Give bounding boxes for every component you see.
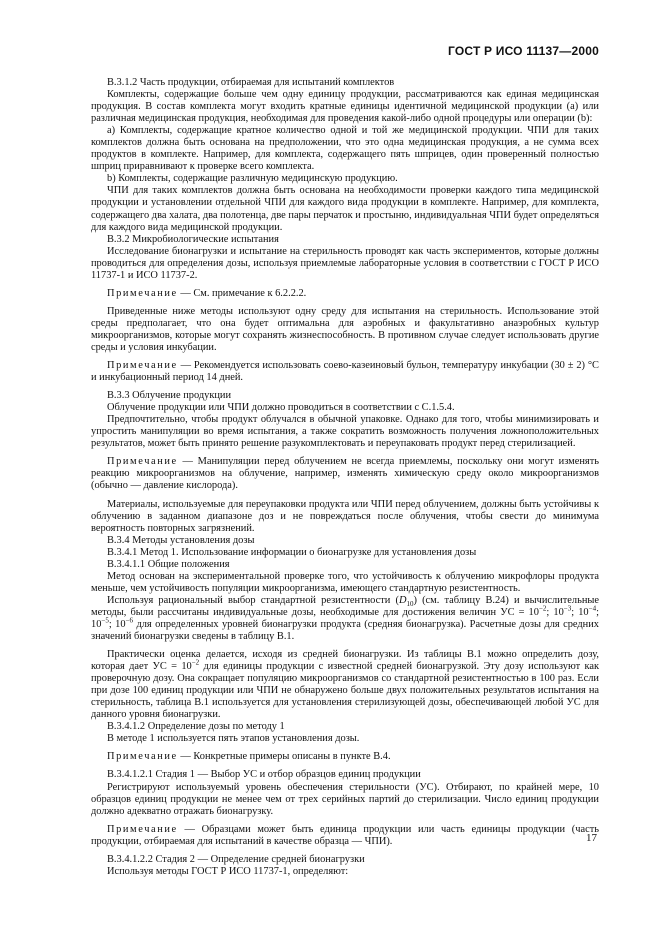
note-text: — Конкретные примеры описаны в пункте В.4. — [177, 751, 391, 763]
document-body — [91, 77, 599, 878]
paragraph-kits-a: a) Комплекты, содержащие кратное количество одной и той же медицинской продукции. ЧПИ для таких комплектов должна быть основана на предположении, что это одна медицинская продукция, а не сумма всех продуктов в комплекте. Например, для комплекта, содержащего пять шприцев, один проверенный полностью шприц приравнивают к проверке всего комплекта. — [91, 125, 599, 173]
paragraph-packaging: Предпочтительно, чтобы продукт облучался в обычной упаковке. Однако для того, чтобы минимизировать и упростить манипуляции во время испытания, а также сократить возможность получения ложноположительных результатов, может быть принято решение разукомплектовать и переупаковать продукт перед стерилизацией. — [91, 414, 599, 450]
paragraph-stage-2: Используя методы ГОСТ Р ИСО 11737-1, определяют: — [107, 865, 349, 877]
note-text: — См. примечание к 6.2.2.2. — [177, 287, 307, 299]
paragraph-five-stages: В методе 1 используется пять этапов установления дозы. — [107, 733, 360, 745]
note-4 — [91, 751, 599, 763]
section-heading-b33: В.3.3 Облучение продукции — [107, 390, 232, 402]
note-label: Примечание — [107, 456, 178, 468]
section-heading-b341: В.3.4.1 Метод 1. Использование информации о бионагрузке для установления дозы — [107, 546, 477, 558]
paragraph-media: Приведенные ниже методы используют одну среду для испытания на стерильность. Использование этой среды предполагает, что она будет оптимальна для аэробных и факультативно анаэробных культур микроорганизмов, которые могут сохранять жизнеспособность. В противном случае следует использовать другие среды и условия инкубации. — [91, 305, 599, 353]
note-label: Примечание — [107, 360, 178, 372]
section-heading-b3412: В.3.4.1.2 Определение дозы по методу 1 — [107, 721, 285, 733]
note-label: Примечание — [107, 823, 178, 835]
section-heading-b32: В.3.2 Микробиологические испытания — [107, 233, 279, 245]
section-heading-b3411: В.3.4.1.1 Общие положения — [107, 558, 230, 570]
paragraph-repack-materials: Материалы, используемые для переупаковки продукта или ЧПИ перед облучением, должны быть устойчивы к облучению в заданном диапазоне доз и не повреждаться после облучения, чтобы свести до минимума вероятность повторных загрязнений. — [91, 498, 599, 534]
section-heading-stage-2: В.3.4.1.2.2 Стадия 2 — Определение средней бионагрузки — [107, 853, 365, 865]
paragraph-method-basis: Метод основан на экспериментальной проверке того, что устойчивость к облучению микрофлоры продукта меньше, чем устойчивость популяции микроорганизма, имеющего стандартную резистентность. — [91, 570, 599, 594]
note-1 — [91, 288, 599, 300]
section-heading-b34: В.3.4 Методы установления дозы — [107, 534, 255, 546]
paragraph-doses: Используя рациональный выбор стандартной резистентности $(D_{10})$ (см. таблицу В.24) и вычислительные методы, были рассчитаны индивидуальные дозы, необходимые для достижения величин УС = $10^{-2}$; $10^{-3}$; $10^{-4}$; $10^{-5}$; $10^{-6}$ для определенных уровней бионагрузки продукта (средняя бионагрузка). Расчетные дозы для средних значений бионагрузки сведены в таблицу В.1. — [91, 594, 599, 643]
note-2 — [91, 360, 599, 384]
d10-symbol: D — [398, 594, 407, 606]
note-label: Примечание — [107, 287, 178, 299]
paragraph-kits-b-detail: ЧПИ для таких комплектов должна быть основана на необходимости проверки каждого типа медицинской продукции и установлении отдельной ЧПИ для каждого вида продукции в комплекте. Например, для комплекта, содержащего два халата, два полотенца, две пары перчаток и простыню, индивидуальная ЧПИ будет определяться для каждого вида медицинской продукции. — [91, 185, 600, 233]
note-5 — [91, 824, 599, 848]
note-text: — Образцами может быть единица продукции или часть единицы продукции (часть продукции, отбираемая для испытаний в качестве образца — ЧПИ). — [91, 823, 599, 847]
paragraph-microbiology: Исследование бионагрузки и испытание на стерильность проводят как часть экспериментов, которые должны проводиться для определения дозы, используя приемлемые лабораторные условия в соответствии с ГОСТ Р ИСО 11737-1 и ИСО 11737-2. — [91, 245, 599, 281]
paragraph-kits-intro: Комплекты, содержащие больше чем одну единицу продукции, рассматриваются как единая медицинская продукция. В состав комплекта могут входить кратные единицы идентичной медицинской продукции (a) или различная медицинская продукция, необходимая для проведения какой-либо одной процедуры или операции (b): — [91, 89, 599, 125]
paragraph-stage-1: Регистрируют используемый уровень обеспечения стерильности (УС). Отбирают, по крайней мере, 10 образцов единиц продукции не менее чем от трех серийных партий до стерилизации. Число единиц продукции должно адекватно отражать бионагрузку. — [91, 781, 599, 817]
page-number: 17 — [586, 832, 597, 844]
paragraph-verification-dose: Практически оценка делается, исходя из средней бионагрузки. Из таблицы В.1 можно определить дозу, которая дает УС = $10^{-2}$ для единицы продукции с известной средней бионагрузкой. Эту дозу используют как проверочную дозу. Она сокращает популяцию микроорганизмов со стандартной резистентностью в 100 раз. Если при дозе 100 единиц продукции или ЧПИ не обнаружено больше двух положительных результатов испытания на стерильность, таблица В.1 используется для установления стерилизующей дозы, обеспечивающей любой УС для данного уровня бионагрузки. — [91, 649, 600, 721]
note-text: — Рекомендуется использовать соево-казеиновый бульон, температуру инкубации (30 ± 2) °С и инкубационный период 14 дней. — [91, 360, 599, 384]
standard-header: ГОСТ Р ИСО 11137—2000 — [448, 44, 599, 58]
note-3 — [91, 456, 599, 492]
note-label: Примечание — [107, 751, 178, 763]
section-heading-stage-1: В.3.4.1.2.1 Стадия 1 — Выбор УС и отбор образцов единиц продукции — [107, 769, 421, 781]
section-heading-b312: В.3.1.2 Часть продукции, отбираемая для испытаний комплектов — [107, 77, 395, 88]
paragraph-irradiation: Облучение продукции или ЧПИ должно проводиться в соответствии с С.1.5.4. — [107, 402, 455, 414]
paragraph-kits-b: b) Комплекты, содержащие различную медицинскую продукцию. — [107, 173, 398, 185]
note-text: — Манипуляции перед облучением не всегда приемлемы, поскольку они могут изменять реакцию микроорганизмов на облучение, например, изменять химическую среду около микроорганизмов (обычно — давление кислорода). — [91, 456, 599, 492]
